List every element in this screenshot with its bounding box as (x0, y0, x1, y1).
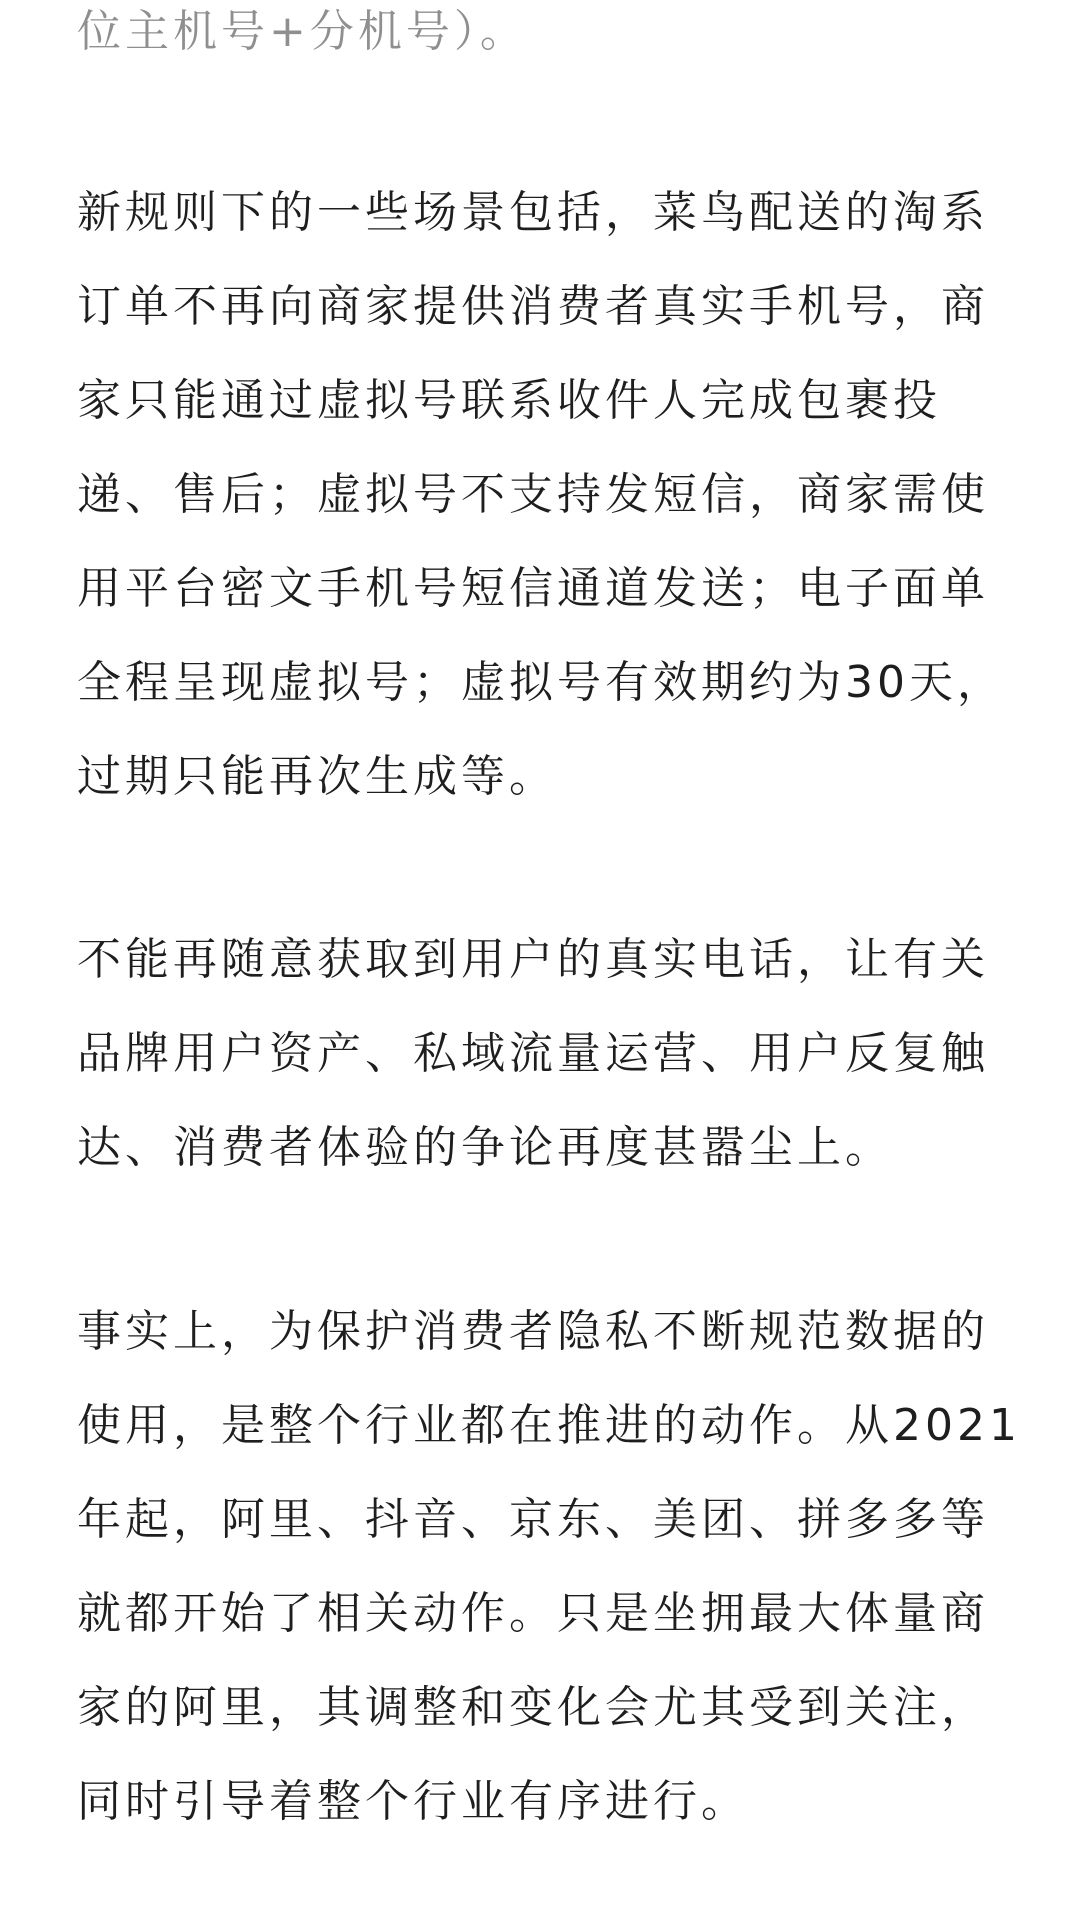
paragraph-line: 全程呈现虚拟号；虚拟号有效期约为30天， (77, 657, 1005, 708)
paragraph-line: 递、售后；虚拟号不支持发短信，商家需使 (77, 469, 989, 520)
paragraph-fragment: 位主机号+分机号）。 (77, 6, 528, 57)
paragraph-line: 订单不再向商家提供消费者真实手机号，商 (77, 281, 989, 332)
paragraph-line: 同时引导着整个行业有序进行。 (77, 1776, 749, 1827)
paragraph-line: 品牌用户资产、私域流量运营、用户反复触 (77, 1028, 989, 1079)
paragraph-line: 过期只能再次生成等。 (77, 751, 557, 802)
paragraph-line: 家的阿里，其调整和变化会尤其受到关注， (77, 1682, 989, 1733)
paragraph-line: 家只能通过虚拟号联系收件人完成包裹投 (77, 375, 941, 426)
paragraph-line: 不能再随意获取到用户的真实电话，让有关 (77, 934, 989, 985)
paragraph-line: 年起，阿里、抖音、京东、美团、拼多多等 (77, 1494, 989, 1545)
paragraph-line: 用平台密文手机号短信通道发送；电子面单 (77, 563, 989, 614)
paragraph-line: 事实上，为保护消费者隐私不断规范数据的 (77, 1306, 989, 1357)
paragraph-line: 达、消费者体验的争论再度甚嚣尘上。 (77, 1122, 893, 1173)
paragraph-line: 新规则下的一些场景包括，菜鸟配送的淘系 (77, 187, 989, 238)
paragraph-line: 使用，是整个行业都在推进的动作。从2021 (77, 1400, 1021, 1451)
paragraph-line: 就都开始了相关动作。只是坐拥最大体量商 (77, 1588, 989, 1639)
